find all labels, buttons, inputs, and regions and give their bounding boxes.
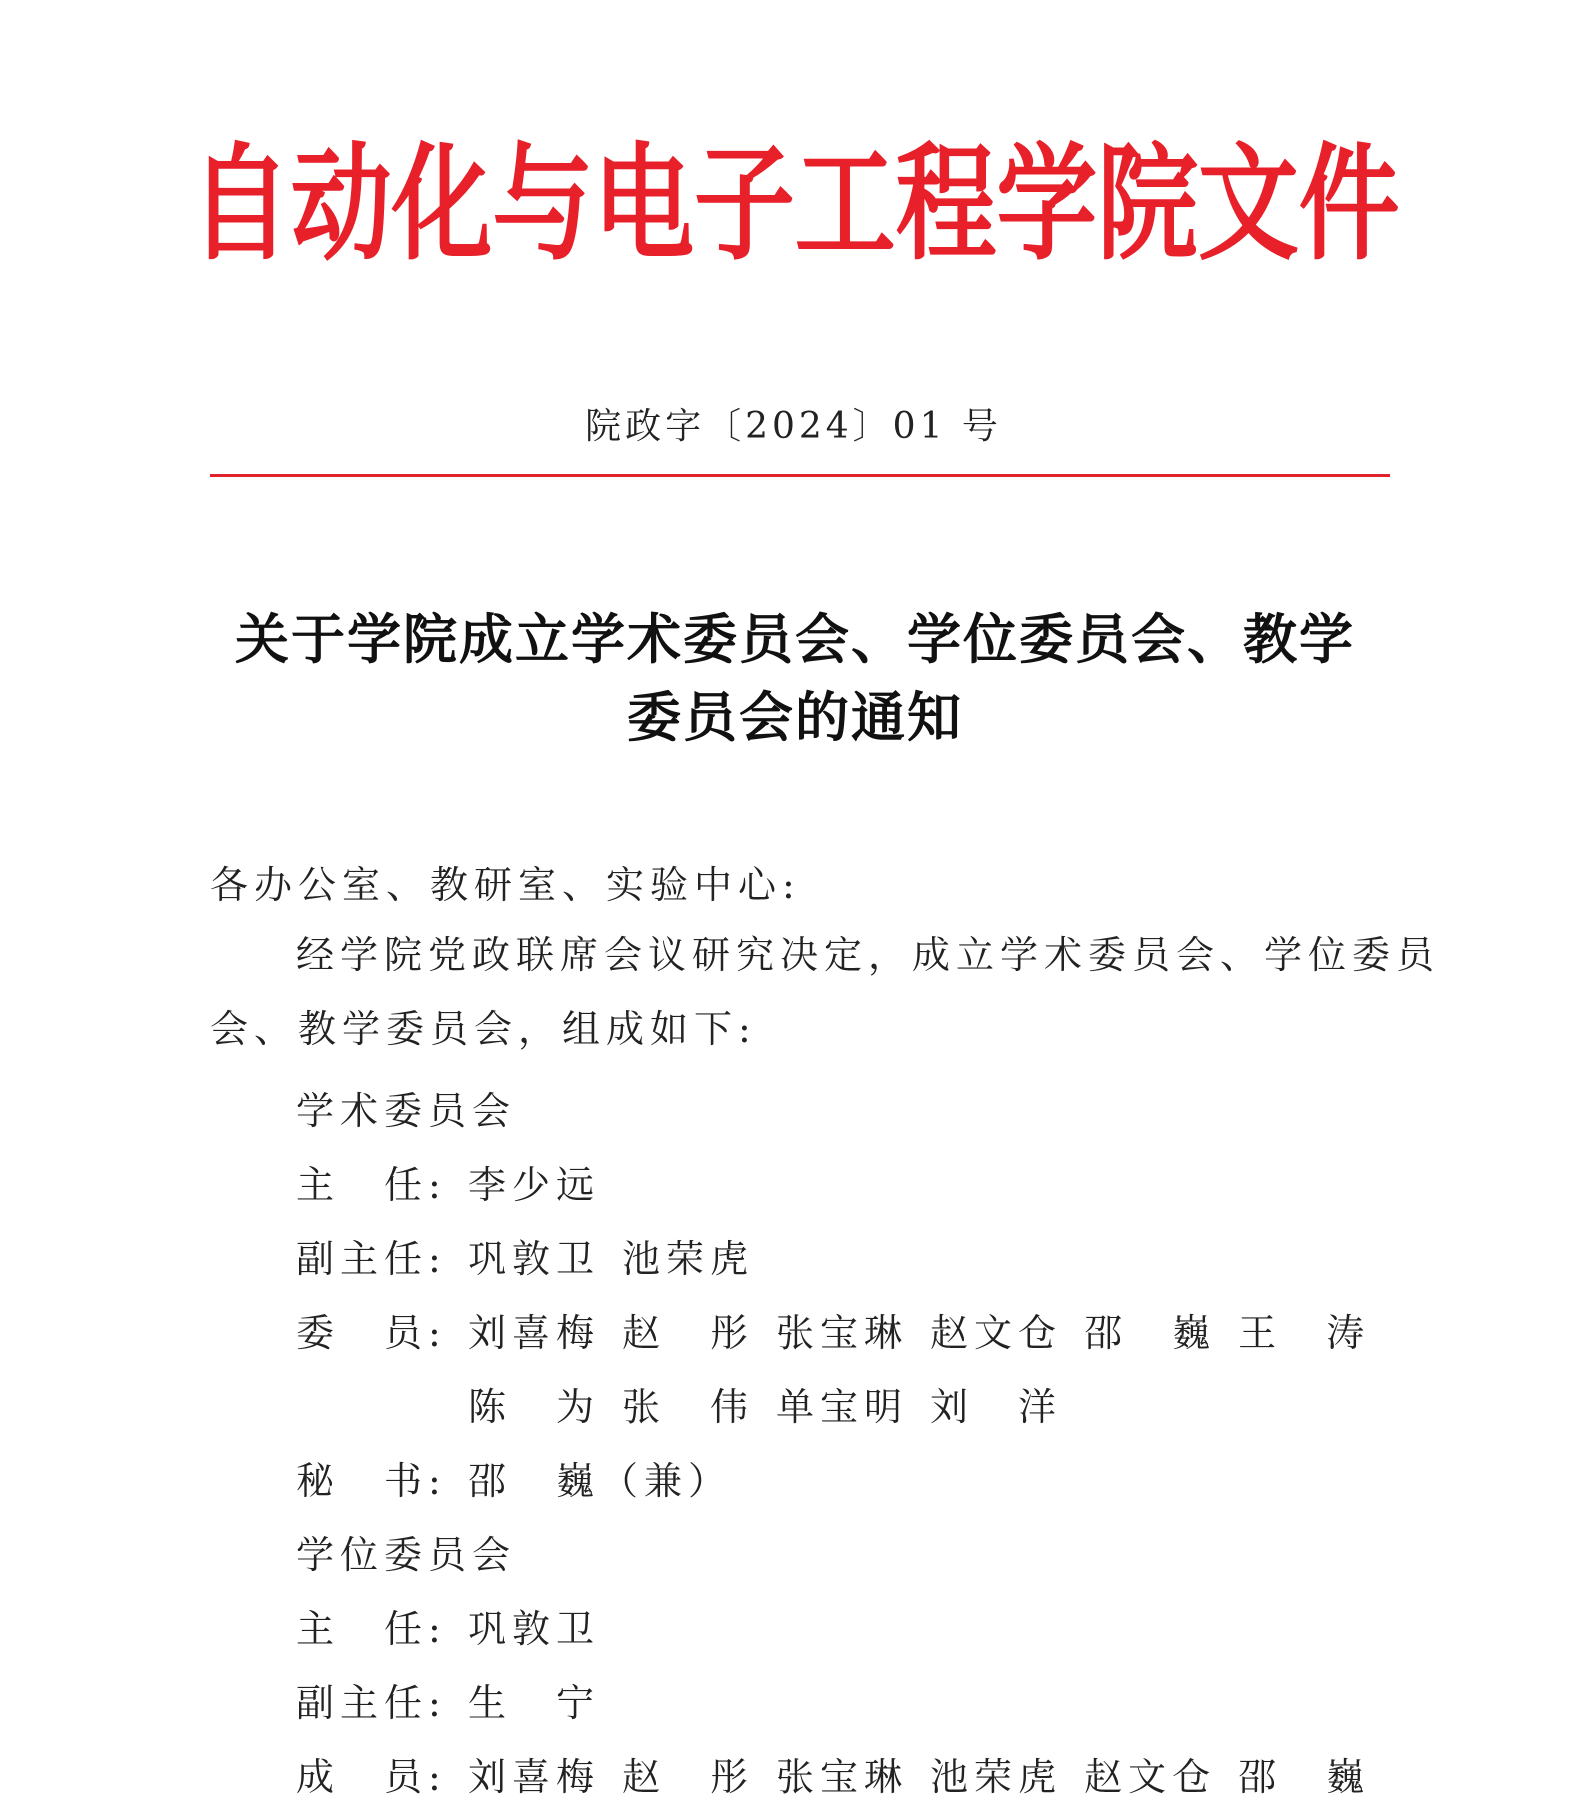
academic-director-label: 主 任: xyxy=(296,1163,447,1207)
member-name: 张 伟 xyxy=(622,1385,755,1429)
academic-secretary-row xyxy=(296,1450,732,1505)
member-name: 赵 彤 xyxy=(622,1311,755,1355)
member-name: 赵文仓 xyxy=(930,1311,1063,1355)
academic-members-label: 委 员: xyxy=(296,1311,447,1355)
document-header-title: 自动化与电子工程学院文件 xyxy=(190,132,1400,278)
member-name: 池荣虎 xyxy=(930,1755,1063,1799)
body-paragraph-line-1: 经学院党政联席会议研究决定，成立学术委员会、学位委员 xyxy=(296,933,1441,977)
degree-vice-row xyxy=(296,1672,600,1727)
academic-director-name: 李少远 xyxy=(468,1163,601,1207)
academic-members-row-2 xyxy=(296,1376,1084,1431)
member-name: 王 涛 xyxy=(1238,1311,1371,1355)
member-name: 张宝琳 xyxy=(776,1311,909,1355)
member-name: 刘 洋 xyxy=(930,1385,1063,1429)
member-name: 陈 为 xyxy=(468,1385,601,1429)
member-name: 赵 彤 xyxy=(622,1755,755,1799)
member-name: 邵 巍 xyxy=(1084,1311,1217,1355)
body-paragraph-line-2: 会、教学委员会，组成如下: xyxy=(210,1007,757,1051)
degree-director-label: 主 任: xyxy=(296,1607,447,1651)
academic-secretary-label: 秘 书: xyxy=(296,1459,447,1503)
notice-title-line-2: 委员会的通知 xyxy=(627,685,963,749)
academic-vice-label: 副主任: xyxy=(296,1237,447,1281)
document-number: 院政字〔2024〕01 号 xyxy=(585,406,1002,447)
academic-vice-name: 巩敦卫 xyxy=(468,1237,601,1281)
salutation: 各办公室、教研室、实验中心: xyxy=(210,863,801,907)
member-name: 邵 巍 xyxy=(1238,1755,1371,1799)
member-name: 刘喜梅 xyxy=(468,1755,601,1799)
academic-secretary-name: 邵 巍（兼） xyxy=(468,1459,733,1503)
notice-title-line-1: 关于学院成立学术委员会、学位委员会、教学 xyxy=(235,607,1355,671)
academic-vice-name: 池荣虎 xyxy=(622,1237,755,1281)
member-name: 单宝明 xyxy=(776,1385,909,1429)
degree-members-label: 成 员: xyxy=(296,1755,447,1799)
academic-vice-row xyxy=(296,1228,776,1283)
degree-vice-label: 副主任: xyxy=(296,1681,447,1725)
degree-director-name: 巩敦卫 xyxy=(468,1607,601,1651)
notice-title xyxy=(195,600,1395,756)
academic-members-row xyxy=(296,1302,1392,1357)
member-name: 赵文仓 xyxy=(1084,1755,1217,1799)
member-name: 张宝琳 xyxy=(776,1755,909,1799)
academic-director-row xyxy=(296,1154,600,1209)
academic-committee-heading: 学术委员会 xyxy=(296,1089,517,1133)
degree-director-row xyxy=(296,1598,600,1653)
member-name: 刘喜梅 xyxy=(468,1311,601,1355)
degree-members-row xyxy=(296,1746,1392,1801)
degree-committee-heading: 学位委员会 xyxy=(296,1533,517,1577)
degree-vice-name: 生 宁 xyxy=(468,1681,601,1725)
red-divider-line xyxy=(210,474,1390,477)
